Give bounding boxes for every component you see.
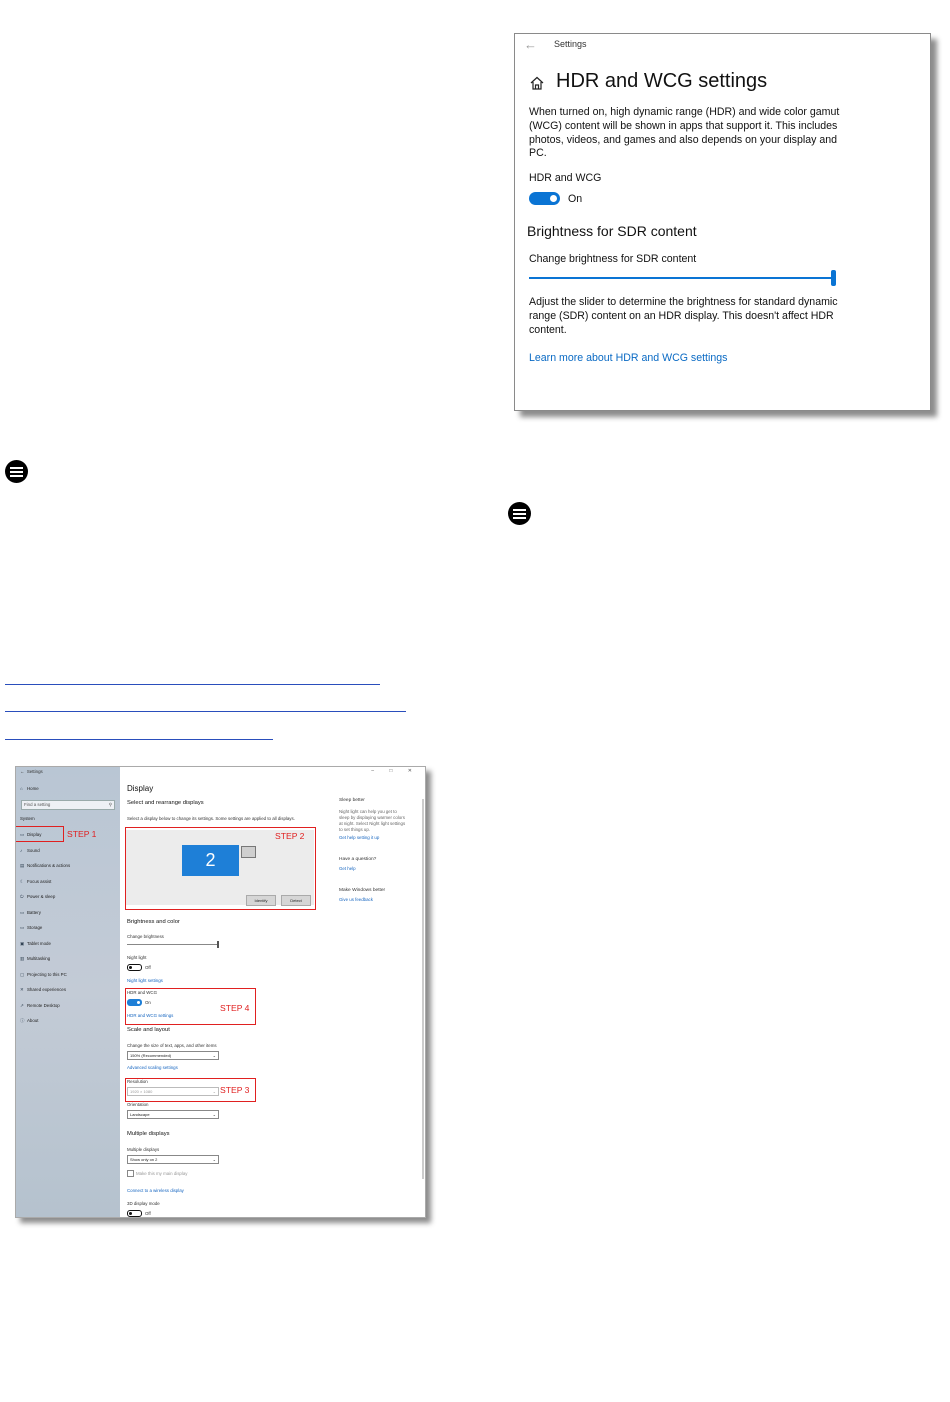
sidebar-section-label: System [20, 816, 35, 821]
brightness-slider[interactable] [127, 944, 217, 945]
arrange-hint: Select a display below to change its settings. Some settings are applied to all displays. [127, 816, 295, 821]
sidebar-item-icon: ▭ [20, 909, 25, 915]
hdr-settings-link[interactable]: HDR and WCG settings [127, 1013, 174, 1018]
sidebar-item-label: About [27, 1018, 39, 1023]
sleep-text-line: sleep by displaying warmer colors [339, 815, 405, 820]
identify-button[interactable]: Identify [246, 895, 276, 906]
hdr-settings-panel [514, 33, 931, 411]
brightness-heading: Brightness and color [127, 919, 180, 925]
hdr-state: On [145, 1000, 151, 1005]
sidebar-item-label: Notifications & actions [27, 863, 71, 868]
sidebar-item[interactable] [20, 1003, 60, 1009]
step1-box [15, 826, 64, 842]
sdr-slider-label: Change brightness for SDR content [529, 253, 697, 265]
sidebar-item-icon: ▥ [20, 956, 25, 961]
advanced-scaling-link[interactable]: Advanced scaling settings [127, 1065, 178, 1070]
sidebar-item[interactable] [20, 910, 41, 916]
sidebar-item-icon: ♪ [20, 847, 23, 853]
window-controls[interactable]: – □ ✕ [371, 768, 419, 774]
sidebar-item[interactable] [20, 879, 51, 885]
page-title: Display [127, 784, 154, 793]
make-better-heading: Make Windows better [339, 888, 386, 893]
link-underline[interactable] [5, 739, 273, 740]
multiple-displays-heading: Multiple displays [127, 1131, 170, 1137]
page-title: HDR and WCG settings [556, 70, 768, 92]
question-heading: Have a question? [339, 857, 377, 862]
hdr-label: HDR and WCG [127, 990, 158, 995]
back-arrow-icon[interactable]: ← [524, 37, 537, 52]
sleep-text-line: at night. Select Night light settings [339, 821, 406, 826]
resolution-label: Resolution [127, 1079, 148, 1084]
sidebar-item-label: Shared experiences [27, 987, 67, 992]
step3-label: STEP 3 [220, 1085, 250, 1095]
night-light-label: Night light [127, 955, 147, 960]
chevron-down-icon: ⌄ [212, 1112, 216, 1117]
sidebar-item[interactable] [20, 941, 51, 947]
brightness-slider-thumb[interactable] [217, 941, 219, 948]
night-light-settings-link[interactable]: Night light settings [127, 978, 163, 983]
detect-button[interactable]: Detect [281, 895, 311, 906]
connect-wireless-link[interactable]: Connect to a wireless display [127, 1188, 184, 1193]
sidebar-home[interactable]: ⌂ Home [20, 786, 39, 791]
sidebar-item-label: Projecting to this PC [27, 971, 67, 977]
hdr-toggle-switch[interactable] [529, 192, 560, 205]
note-icon [508, 502, 531, 525]
sidebar-item-icon: ☾ [20, 878, 24, 884]
main-display-checkbox[interactable] [127, 1170, 134, 1177]
multiple-displays-dropdown[interactable]: Show only on 2 ⌄ [127, 1155, 219, 1164]
chevron-down-icon: ⌄ [212, 1157, 216, 1162]
chevron-down-icon: ⌄ [212, 1089, 216, 1094]
sleep-help-link[interactable]: Get help setting it up [339, 835, 380, 840]
sidebar-item[interactable] [20, 987, 66, 993]
app-title: Settings [554, 39, 587, 49]
sidebar-item-icon: ▭ [20, 925, 25, 930]
main-display-label: Make this my main display [136, 1171, 188, 1176]
scale-heading: Scale and layout [127, 1027, 170, 1033]
toggle-knob [550, 195, 557, 202]
orientation-label: Orientation [127, 1102, 149, 1107]
orientation-dropdown[interactable]: Landscape ⌄ [127, 1110, 219, 1119]
feedback-link[interactable]: Give us feedback [339, 897, 373, 902]
sidebar-item[interactable] [20, 848, 40, 853]
hdr-toggle-label: HDR and WCG [529, 172, 602, 184]
step2-label: STEP 2 [275, 831, 305, 841]
sidebar-item-icon: ▭ [20, 832, 25, 837]
sidebar-item-icon: ▤ [20, 863, 25, 868]
sidebar-item-label: Battery [27, 909, 41, 915]
sdr-heading: Brightness for SDR content [527, 223, 697, 239]
sleep-text-line: Night light can help you get to [339, 809, 397, 814]
sidebar-item-label: Display [27, 832, 42, 837]
sdr-brightness-slider-track[interactable] [529, 277, 834, 279]
3d-mode-state: Off [145, 1211, 151, 1216]
scale-dropdown[interactable]: 150% (Recommended) ⌄ [127, 1051, 219, 1060]
sidebar-item[interactable] [20, 894, 55, 899]
scale-label: Change the size of text, apps, and other items [127, 1043, 217, 1048]
sdr-brightness-slider-thumb[interactable] [831, 270, 836, 286]
step1-label: STEP 1 [67, 829, 97, 839]
hdr-description: When turned on, high dynamic range (HDR) and wide color gamut (WCG) content will be shown in apps that support it. This includes photos, videos, and games and also depends on your display and PC. [529, 106, 840, 160]
resolution-dropdown[interactable]: 1920 × 1080 ⌄ [127, 1087, 219, 1096]
sleep-text-line: to set things up. [339, 827, 370, 832]
sidebar-item-icon: ⓘ [20, 1018, 25, 1023]
hdr-toggle-state: On [568, 193, 583, 205]
brightness-label: Change brightness [127, 934, 164, 939]
sidebar-item[interactable] [20, 972, 67, 978]
sidebar-item-icon: ✕ [20, 987, 24, 992]
display-settings-screenshot [15, 766, 426, 1218]
night-light-state: Off [145, 965, 151, 970]
search-icon: ⚲ [108, 802, 112, 807]
get-help-link[interactable]: Get help [339, 866, 356, 871]
home-icon [529, 75, 545, 91]
learn-more-link[interactable]: Learn more about HDR and WCG settings [529, 352, 728, 364]
monitor-2[interactable]: 2 [182, 845, 239, 876]
search-input[interactable]: Find a setting ⚲ [21, 800, 115, 810]
sidebar-item[interactable] [20, 1018, 38, 1024]
chevron-down-icon: ⌄ [212, 1053, 216, 1058]
note-icon [5, 460, 28, 483]
sdr-description: Adjust the slider to determine the brightness for standard dynamic range (SDR) content on an HDR display. This doesn't affect HDR content. [529, 296, 838, 336]
sidebar-item[interactable] [20, 925, 42, 931]
night-light-toggle[interactable] [127, 964, 142, 971]
sidebar-item-icon: ▣ [20, 940, 25, 946]
sidebar-item-icon: ▢ [20, 971, 25, 977]
sidebar-item-icon: ↗ [20, 1002, 24, 1008]
sidebar-item-label: Multitasking [27, 956, 51, 961]
3d-mode-label: 3D display mode [127, 1201, 160, 1206]
sidebar-item-label: Remote Desktop [27, 1002, 60, 1008]
sidebar-item-icon: ⏻ [20, 894, 24, 899]
sidebar-item-label: Power & sleep [27, 894, 56, 899]
link-underline[interactable] [5, 711, 406, 712]
window-title: ← Settings [20, 769, 43, 774]
link-underline[interactable] [5, 684, 380, 685]
sidebar-item[interactable] [20, 863, 70, 869]
sleep-better-heading: Sleep better [339, 798, 365, 803]
sidebar-item-label: Sound [27, 847, 40, 853]
home-icon: ⌂ [20, 786, 23, 791]
sidebar-item[interactable] [20, 956, 50, 962]
arrange-heading: Select and rearrange displays [127, 800, 204, 806]
sidebar-item-label: Focus assist [27, 878, 52, 884]
multiple-displays-label: Multiple displays [127, 1147, 160, 1152]
sidebar-item-label: Tablet mode [27, 940, 51, 946]
sidebar-item-label: Storage [27, 925, 43, 930]
step4-label: STEP 4 [220, 1003, 250, 1013]
scrollbar[interactable] [422, 799, 424, 1179]
3d-mode-toggle[interactable] [127, 1210, 142, 1217]
